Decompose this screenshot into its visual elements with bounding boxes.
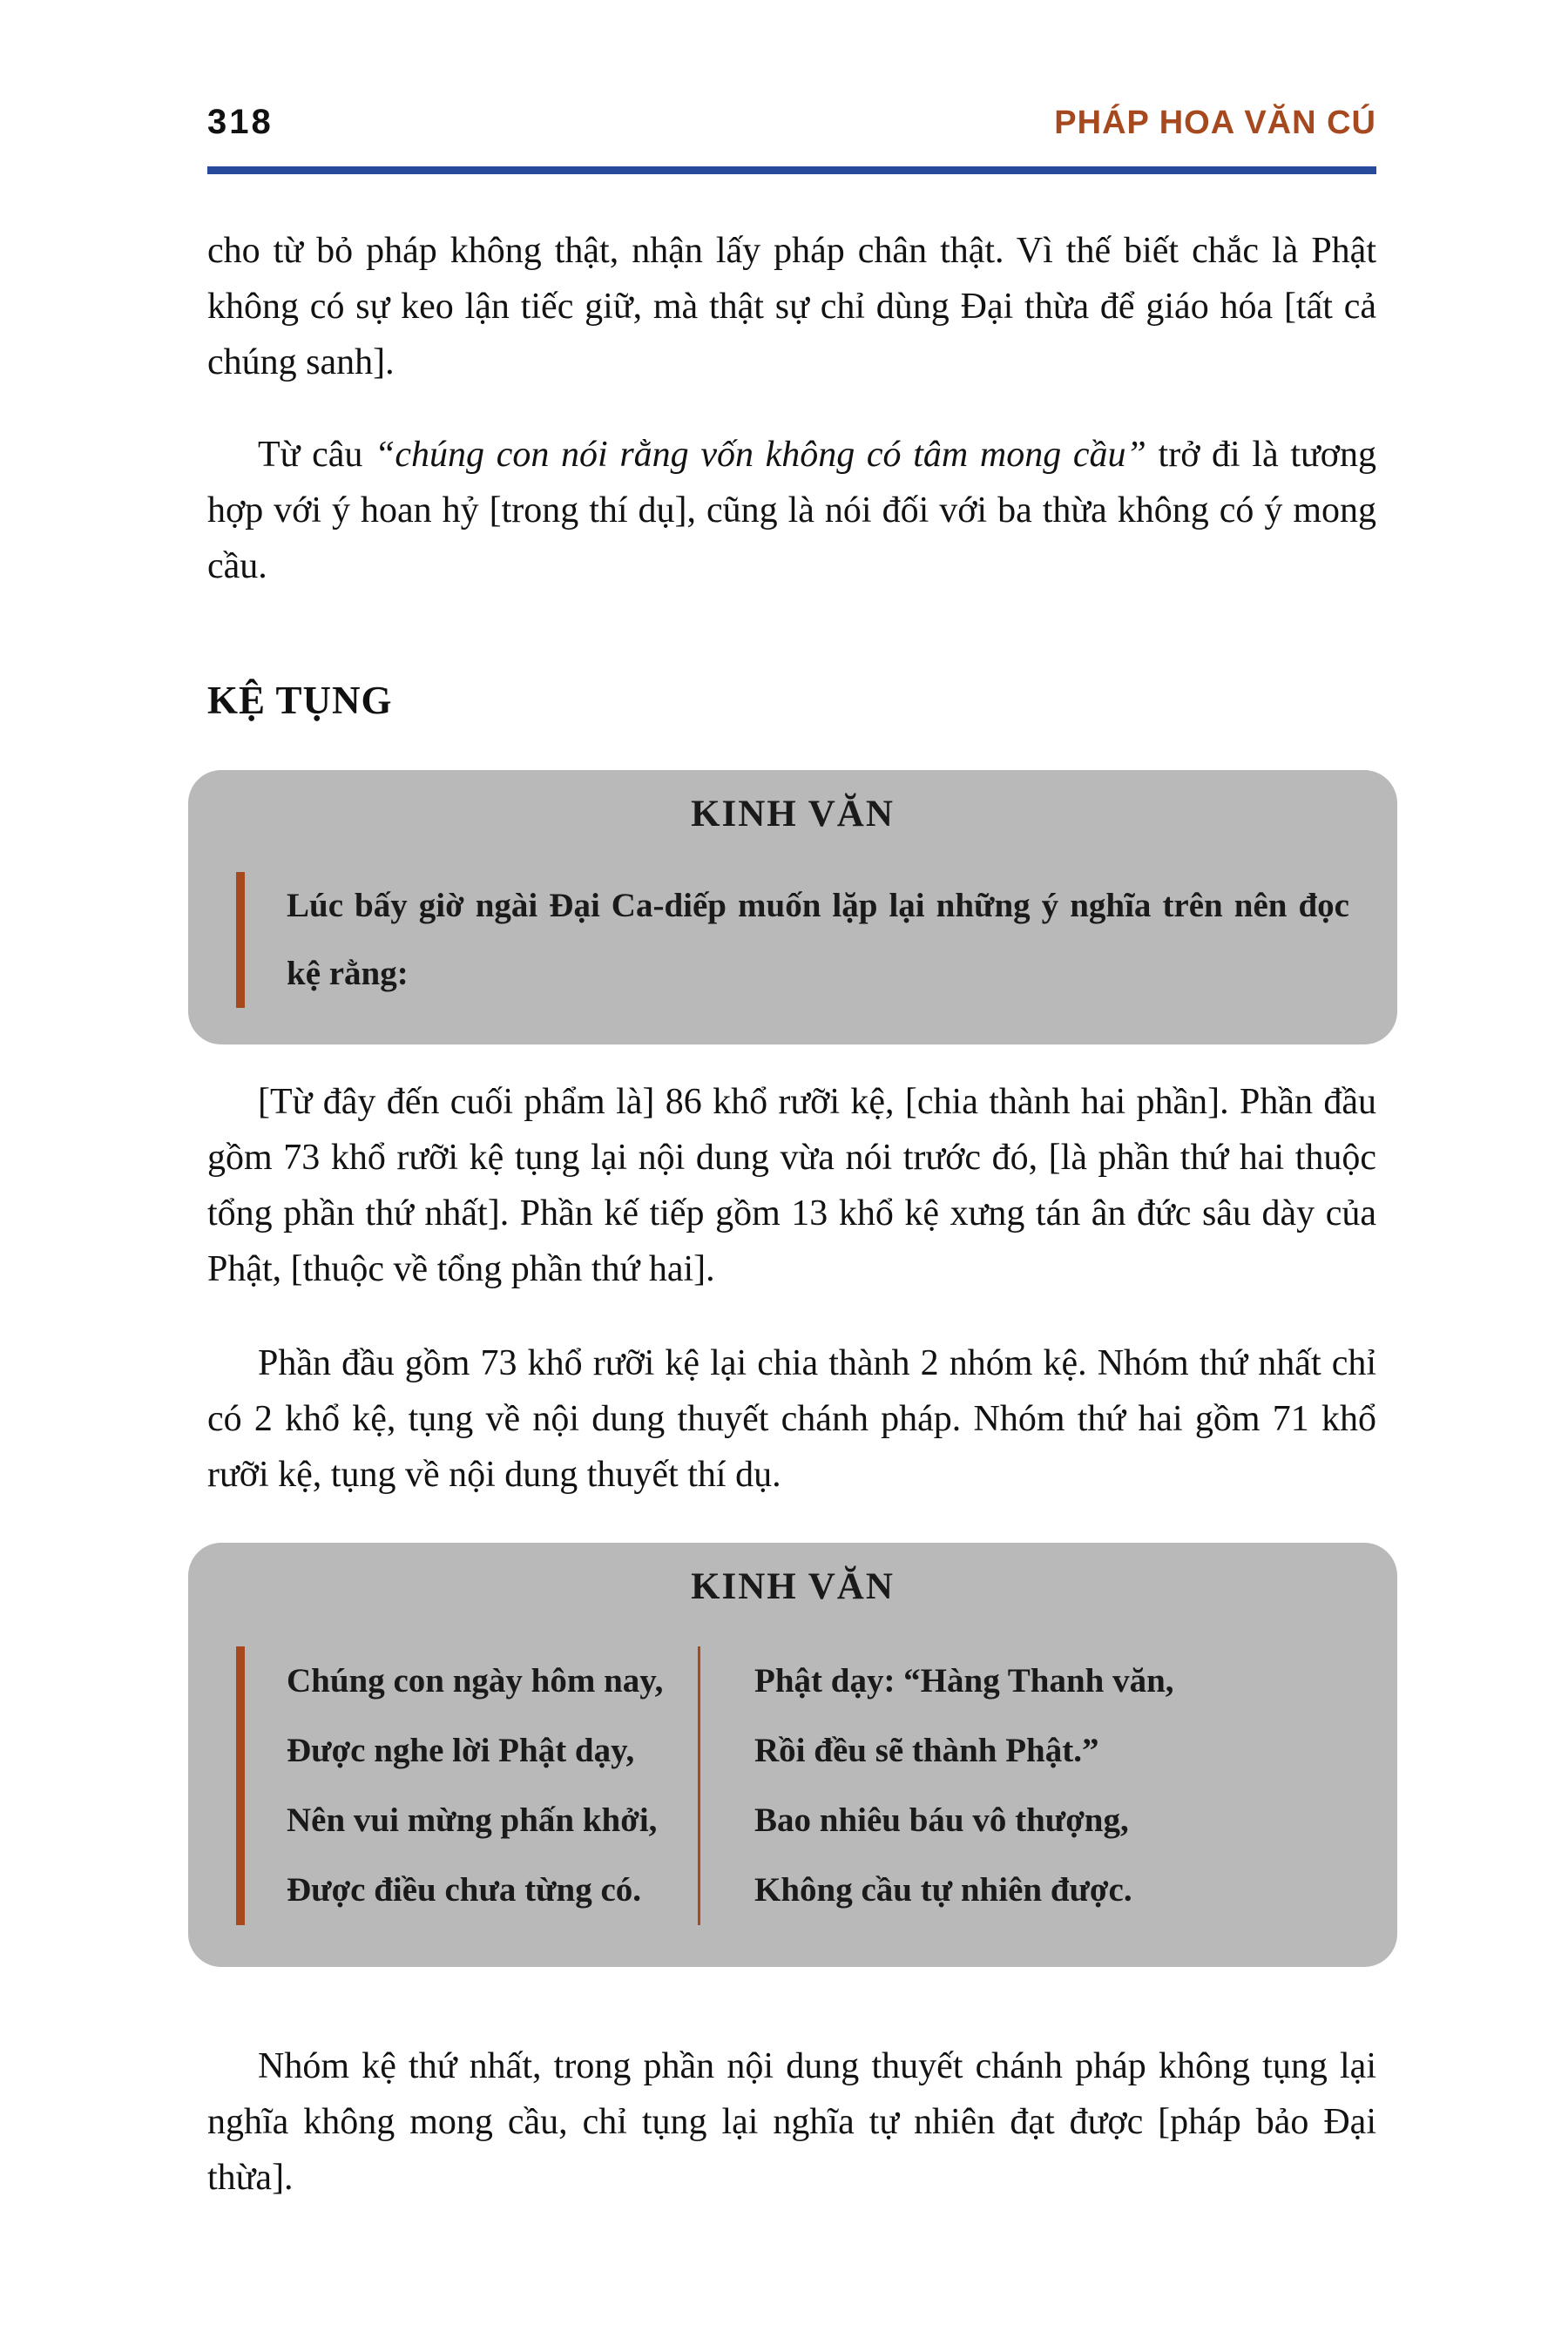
sutra-box-2-title: KINH VĂN	[691, 1566, 895, 1607]
header-rule	[207, 166, 1376, 174]
sutra-box-1-quote: Lúc bấy giờ ngài Đại Ca-diếp muốn lặp lại những ý nghĩa trên nên đọc kệ rằng:	[287, 887, 1349, 992]
page-header	[207, 103, 1376, 142]
sutra-box-1	[188, 770, 1397, 1044]
section-heading: KỆ TỤNG	[207, 679, 393, 722]
verse-line: Phật dạy: “Hàng Thanh văn,	[754, 1662, 1174, 1700]
quote-accent-bar	[236, 1646, 245, 1925]
paragraph-2	[207, 427, 1376, 594]
paragraph-3: [Từ đây đến cuối phẩm là] 86 khổ rưỡi kệ, [chia thành hai phần]. Phần đầu gồm 73 khổ rưỡi kệ tụng lại nội dung vừa nói trước đó, [là phần thứ hai thuộc tổng phần thứ nhất]. Phần kế tiếp gồm 13 khổ kệ xưng tán ân đức sâu dày của Phật, [thuộc về tổng phần thứ hai].	[207, 1082, 1376, 1289]
quote-accent-bar	[236, 872, 245, 1008]
verse-line: Chúng con ngày hôm nay,	[287, 1662, 664, 1700]
paragraph-4: Phần đầu gồm 73 khổ rưỡi kệ lại chia thành 2 nhóm kệ. Nhóm thứ nhất chỉ có 2 khổ kệ, tụng về nội dung thuyết chánh pháp. Nhóm thứ hai gồm 71 khổ rưỡi kệ, tụng về nội dung thuyết thí dụ.	[207, 1343, 1376, 1495]
verse-line: Được điều chưa từng có.	[287, 1871, 642, 1909]
paragraph-2-prefix: Từ câu	[258, 435, 375, 475]
verse-line: Được nghe lời Phật dạy,	[287, 1732, 635, 1769]
page-number: 318	[207, 103, 274, 141]
verse-column-left	[287, 1646, 698, 1925]
running-title: PHÁP HOA VĂN CÚ	[1054, 105, 1376, 141]
paragraph-2-suffix: trở đi là tương hợp với ý hoan hỷ [trong thí dụ], cũng là nói đối với ba thừa không có ý mong cầu.	[207, 435, 1376, 586]
paragraph-1: cho từ bỏ pháp không thật, nhận lấy pháp chân thật. Vì thế biết chắc là Phật không có sự keo lận tiếc giữ, mà thật sự chỉ dùng Đại thừa để giáo hóa [tất cả chúng sanh].	[207, 231, 1376, 382]
verse-column-right	[700, 1646, 1349, 1925]
verse-line: Bao nhiêu báu vô thượng,	[754, 1801, 1129, 1839]
verse-line: Nên vui mừng phấn khởi,	[287, 1801, 658, 1839]
sutra-box-2	[188, 1543, 1397, 1967]
verse-line: Rồi đều sẽ thành Phật.”	[754, 1732, 1099, 1769]
sutra-box-1-title: KINH VĂN	[691, 794, 895, 835]
sutra-box-1-quote-row	[236, 872, 1349, 1008]
paragraph-5: Nhóm kệ thứ nhất, trong phần nội dung thuyết chánh pháp không tụng lại nghĩa không mong cầu, chỉ tụng lại nghĩa tự nhiên đạt được [pháp bảo Đại thừa].	[207, 2046, 1376, 2198]
sutra-box-2-verse-row	[236, 1646, 1349, 1925]
paragraph-2-italic-quote: “chúng con nói rằng vốn không có tâm mong cầu”	[375, 435, 1146, 475]
verse-line: Không cầu tự nhiên được.	[754, 1871, 1132, 1909]
